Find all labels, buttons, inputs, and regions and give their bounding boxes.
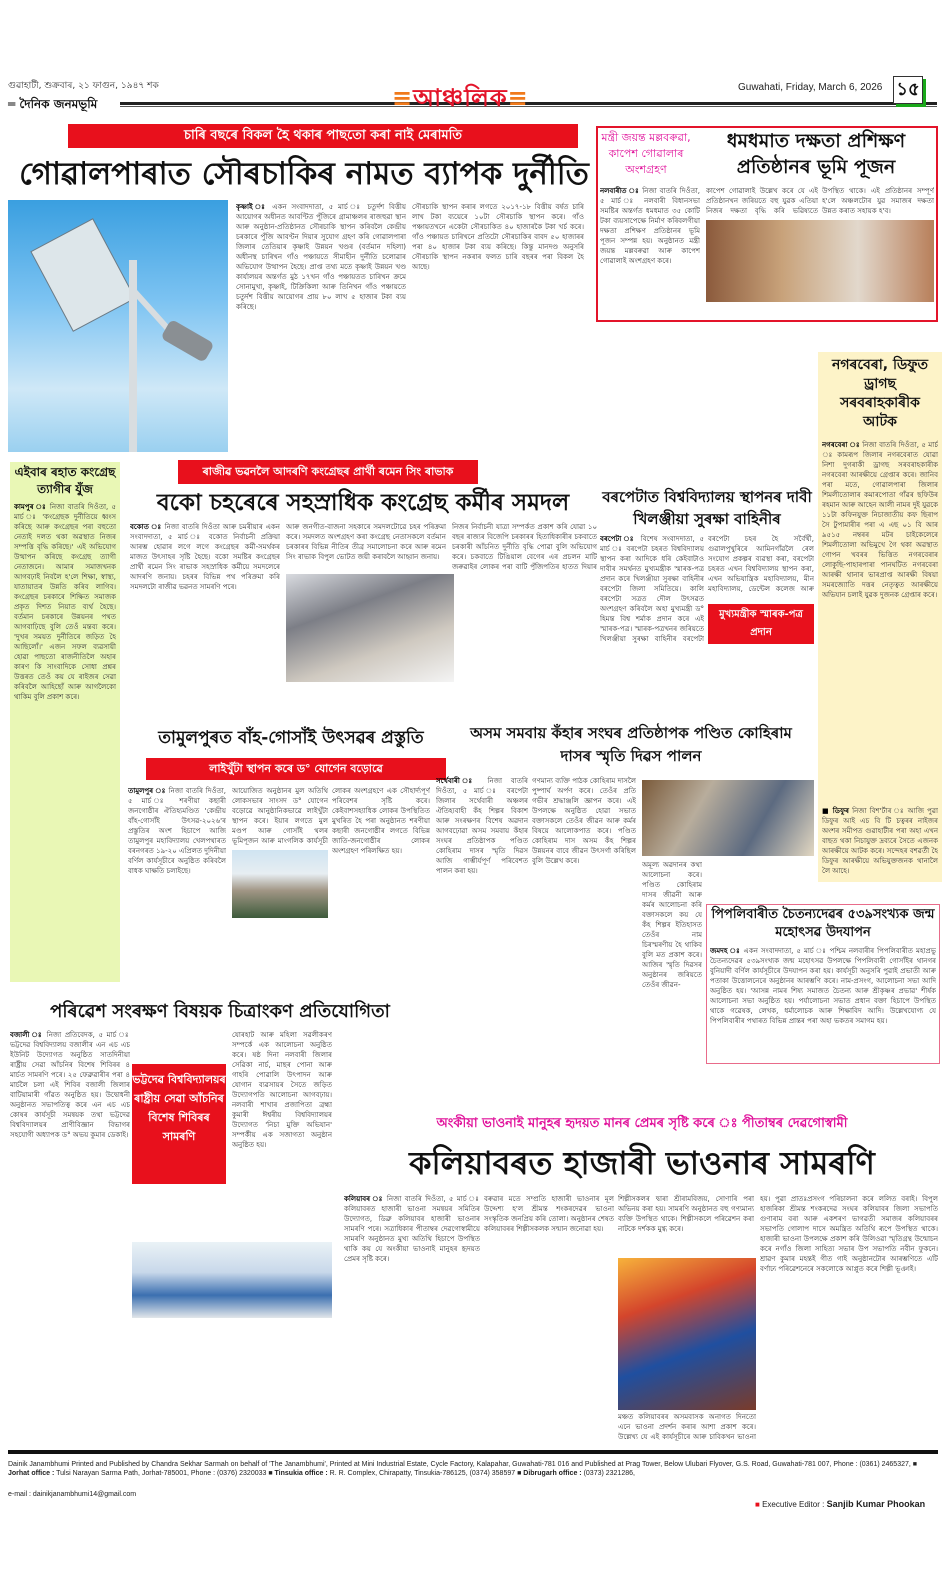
boko-column-1: বকোত ঃ নিজা বাতৰি দিওঁতা আৰু চমৰীয়াৰ একন সংবাদদাতা, ৫ মাৰ্চ ঃ বকোত নির্বাচনী প্ৰক্ৰিয়া আৰম্ভ হোৱাৰ লগে লগে কংগ্ৰেছৰ কৰ্মী-সমৰ্থকৰ মাজত উৎসাহৰ সৃষ্টি হৈছে। বকো সমষ্টিৰ কংগ্ৰেছৰ প্ৰাৰ্থী ৰমেন সিং ৰাভাক সহস্ৰাধিক কৰ্মীয়ে সমদলেৰে আদৰণি জনায়। চহৰৰ বিভিন্ন পথ পৰিক্ৰমা কৰি সমদলটো ৰাজীৱ ভৱনত সামৰণি পৰে। xyxy=(130,523,280,591)
barpeta-inset-label: মুখ্যমন্ত্ৰীক স্মাৰক-পত্ৰ প্ৰদান xyxy=(708,604,814,644)
bhaona-column-3: শিল্পীসকলৰ দ্বাৰা শ্ৰীৰামবিজয়, সোণাৰি পৰা অভিনয় কৰা হয়। সামৰণি অনুষ্ঠানত বহু গণ্যমান্য ব্যক্তি উপস্থিত থাকে। শিল্পীসকলে পৰিৱেশন কৰা নাটকে দৰ্শকক মুগ্ধ কৰে। xyxy=(618,1195,754,1233)
lead-column-2: সৌৰচাকি স্থাপন কৰাৰ লগতে ২০১৭-১৮ বিত্তীয় বৰ্ষত চাৰি লাখ টকা ব্যয়েৰে ১০টা সৌৰচাকি স্থাপন কৰে। গাঁও পঞ্চায়তখনে একেটা সৌৰচাকিত ৪০ হাজাৰকৈ টকা খৰ্চ কৰে। গাঁও পঞ্চায়ত চাৰিখনে প্ৰতিটো সৌৰচাকিৰ বাবদ ৫০ হাজাৰৰ পৰা ৪০ হাজাৰ টকা ব্যয় কৰিছে। কিন্তু মানদণ্ড অনুসৰি সৌৰচাকি স্থাপন নকৰাৰ ফলত চাৰি বছৰৰ পৰা বিকল হৈ আছে। xyxy=(412,203,584,271)
bhaona-photo-caption: মঞ্চত কলিয়াবৰৰ অসমবাসক অনাগত দিনতো এনে ভাওনা প্ৰদৰ্শন কৰাৰ আশা প্ৰকাশ কৰে। উল্লেখ্য যে এই কাৰ্যসূচীৰে আৰু চাবিকখন ভাওনা xyxy=(618,1413,756,1441)
skill-body-3: উপস্থিত থাকে। এই প্ৰতিষ্ঠানৰ সম্পূৰ্ণ হ'লে অঞ্চলটোৰ যুৱ সমাজৰ দক্ষতা উন্নত কৰাত সহায়ক হ'ব। xyxy=(822,187,934,215)
kohiram-column-2: গণমান্য ব্যক্তি পাঠক কোহিৰাম দাসলৈ পুষ্পাৰ্ঘ অৰ্পণ কৰে। তেওঁৰ প্ৰতি গভীৰ শ্ৰদ্ধাঞ্জলি জ্ঞাপন কৰে। এই উপলক্ষে অনুষ্ঠিত হোৱা সভাত বক্তাসকলে তেওঁৰ জীৱন আৰু কৰ্মৰ বিষয়ে আলোকপাত কৰে। পণ্ডিত কোহিৰাম দাস অসম কঁহ শিল্পৰ উন্নয়নৰ বাবে জীৱন উৎসৰ্গা কৰিছিল বুলি উল্লেখ কৰে। xyxy=(532,777,636,865)
tamulpur-headline: তামুলপুৰত বাঁহ-গোসাঁই উৎসৱৰ প্ৰস্তুতি xyxy=(158,728,424,748)
diphu-body: ■ ডিফুৰ নিজা বিশ'ৰ্টাৰ ঃ আজি পুৱা ডিফুৰ আই এচ বি টি চত্বৰৰ নাইজৰ অংশৰ সমীপত গুৱাহাটীৰ পৰা অহা এখন বাছত থকা নিচাযুক্ত দ্ৰব্যৰে সৈতে এজনক আৰক্ষীয়ে আটক কৰে। সন্দেহৰ বশৱৰ্তী হৈ ডিফুৰ আৰক্ষীয়ে অভিযুক্তজনক থানালৈ লৈ আহে। xyxy=(822,807,938,875)
skill-kicker: মন্ত্ৰী জয়ন্ত মল্লবৰুৱা, কাপেশ গোৱালাৰ অংশগ্ৰহণ xyxy=(601,131,691,176)
pipaliabari-body: জমদহ ঃ একন সংবাদদাতা, ৫ মাৰ্চ ঃ পশ্চিম নলবাৰীৰ পিপলিবাৰীত মহাপ্ৰভু চৈতন্যদেৱৰ ৫৩৯সংখ্যক জন্ম মহোৎসৱ উপলক্ষে পিপলিবাৰী গোসাঁইৰ থানগৰ বুনিয়াদী বৰ্ণিল কাৰ্যসূচীৰে উদযাপন কৰা হয়। কাৰ্যসূচী অনুসৰি পুৱাই প্ৰভাতী আৰু পতাকা উত্তোলনেৰে অনুষ্ঠানৰ আৰম্ভণি কৰে। নাম-প্ৰসংগ, আলোচনা সভা আদি অনুষ্ঠিত হয়। 'আসন্ন নামৰ শিষ্য সমাজত চৈতন্য আৰু শ্ৰীকৃষ্ণৰ প্ৰভাৱ' শীৰ্ষক আলোচনা সভা অনুষ্ঠিত হয়। পৰ্যালোচনা সভাত প্ৰধান বক্তা হিচাপে উপস্থিত থাকে গৱেষক, লেখক, ধৰ্মালোচক আৰু শিক্ষাবিদ আদি। উল্লেখযোগ্য যে পিপলিবাৰীৰ পথাৰত বিভিন্ন প্ৰান্তৰ পৰা অহা ভকতৰ সমাগম হয়। xyxy=(710,947,936,1025)
masthead-date-english: Guwahati, Friday, March 6, 2026 xyxy=(738,82,883,93)
boko-headline: বকো চহৰেৰে সহস্ৰাধিক কংগ্ৰেছ কৰ্মীৰ সমদল xyxy=(156,490,570,516)
bhaona-headline: কলিয়াবৰত হাজাৰী ভাওনাৰ সামৰণি xyxy=(409,1144,875,1182)
section-logo: ≡আঞ্চলিক≡ xyxy=(392,84,529,112)
lead-column-1: কৃষ্ণাই ঃ একন সংবাদদাতা, ৫ মাৰ্চ ঃ চতুৰ্দশ বিত্তীয় আয়োগৰ অধীনত আবণ্টিত পুঁজিৰে গ্ৰামাঞ্চলৰ ৰাজহুৱা স্থান আৰু অনুষ্ঠান-প্ৰতিষ্ঠানত সৌৰচাকি স্থাপন কৰিবলৈ কেন্দ্ৰীয় চৰকাৰে পুঁজি আবণ্টন দিয়াৰ সুযোগ গ্ৰহণ কৰি গোৱালপাৰা জিলাৰ তেতিয়াৰ কৃষ্ণাই উন্নয়ন খণ্ডৰ (বৰ্তমান দহিলা) অধীনস্থ চাৰিখন গাঁও পঞ্চায়তে সীমাহীন দুৰ্নীতি চলোৱাৰ অভিযোগ উত্থাপন হৈছে। প্ৰাপ্ত তথ্য মতে কৃষ্ণাই উন্নয়ন খণ্ড কাৰ্যালয়ৰ অন্তৰ্গত মুঠ ১৭খন গাঁও পঞ্চায়তত চাৰিখন ক্ৰমে সোনামুখা, কৃষ্ণাই, টিক্ৰিকিলা আৰু তিনিখন গাঁও পঞ্চায়তে চতুৰ্দশ বিত্তীয় আয়োগৰ প্ৰায় ৮০ লাখ ৫ হাজাৰ টকা ব্যয় কৰিছে। xyxy=(236,203,406,311)
bhaona-column-4: হয়। পুৱা প্ৰাতঃপ্ৰসংগ পৰিচালনা কৰে ললিত বৰাই। বিপুল হাজৰিকা শ্ৰীমন্ত শংকৰদেৱ সংঘৰ কলিয়াবৰ জিলা সভাপতি গুণাৰাম বৰা আৰু একশৰণ ভাগৱতী সমাজৰ কলিয়াবৰৰ সভাপতি গোলাপ দাসে অমন্ত্ৰিত অতিথি ৰূপে উপস্থিত থাকে। হাজাৰী ভাওনা উপলক্ষে প্ৰকাশ কৰি উলিওৱা স্মৃতিগ্ৰন্থ উন্মোচন কৰে নগাঁও জিলা সাহিত্য সভাৰ উপ সভাপতি নবীন ফুকনে। শ্ৰাৱণ কুমাৰ মহন্তই গীত গাই অনুষ্ঠানটোৰ আৰম্ভণিতে এটি বৰ্ণাঢ্য পৰিৱেশনেৰে সকলোকে আপ্লুত কৰে শিল্পী ভূঞাই। xyxy=(760,1195,938,1273)
footer-imprint: Dainik Janambhumi Printed and Published by Chandra Sekhar Sarmah on behalf of 'The Janambhumi', Printed at Mini Industrial Estate, Cycle Factory, Kalapahar, Guwahati-781 016 and Published at Prag Tower, Below Ulubari Flyover, G.S. Road, Guwahati-781 007, Phone : (0361) 2465327, ■ Jorhat office : Tulsi Narayan Sarma Path, Jorhat-785001, Phone : (0376) 2320033 ■ Tinsukia office : R. R. Complex, Chirapatty, Tinsukia-786125, (0374) 358597 ■ Dibrugarh office : (0373) 2321286, xyxy=(8,1461,918,1477)
bhoomi-pujan-photo xyxy=(706,220,934,302)
drug-body: নগৰবেৰা ঃ নিজা বাতৰি দিওঁতা, ৫ মাৰ্চ ঃ কামৰূপ জিলাৰ নগৰবেৰাত যোৱা নিশা দুগৰাকী ড্ৰাগছ সৰবৰাহকাৰীক নগৰবেৰা আৰক্ষীয়ে গ্ৰেপ্তাৰ কৰে। জানিব পৰা মতে, গোৱালপাৰা জিলাৰ শিমলীতোলাৰ কমাৰপোতা গাঁৱৰ ছফিউৰ ৰহমান আৰু আহেন আলী নামৰ দুই যুৱকে ১১টা কফিনযুক্ত নিচাজাতীয় কফ ছিৰাপ সৈ টুপামাৰীৰ পৰা এ এছ ০১ বি আৰ ৯৫১৫ নম্বৰৰ মটৰ চাইকেলেৰে শিমলীতোলা অভিমুখে গৈ থকা অৱস্থাত গোপন খবৰৰ ভিত্তিত নগৰবেৰাৰ লোকুছি-পাহাৰপাৰা পানঘটিত নগৰবেৰা আৰক্ষী থানাৰ ভাৰপ্ৰাপ্ত আৰক্ষী বিষয়া সমৰজ্যোতি দত্তৰ নেতৃত্বত আৰক্ষীয়ে অভিযান চলাই যুৱক দুজনক গ্ৰেপ্তাৰ কৰে। xyxy=(822,441,938,599)
page-number: ১৫ xyxy=(893,76,923,104)
section-title: আঞ্চলিক xyxy=(413,84,508,112)
drug-headline: নগৰবেৰা, ডিফুত ড্ৰাগছ সৰবৰাহকাৰীক আটক xyxy=(831,357,928,430)
boko-kicker: ৰাজীৱ ভৱনলৈ আদৰণি কংগ্ৰেছৰ প্ৰাৰ্থী ৰমেন সিং ৰাভাক xyxy=(178,460,478,484)
boko-rally-photo xyxy=(286,574,454,682)
painting-inset-label: ভট্টদেৱ বিশ্ববিদ্যালয়ৰ ৰাষ্ট্ৰীয় সেৱা আঁচনিৰ বিশেষ শিবিৰৰ সামৰণি xyxy=(132,1064,226,1184)
tamulpur-photo xyxy=(232,850,328,918)
rahat-headline: এইবাৰ ৰহাত কংগ্ৰেছ ত্যাগীৰ যুঁজ xyxy=(14,465,116,496)
pipaliabari-headline: পিপলিবাৰীত চৈতন্যদেৱৰ ৫৩৯সংখ্যক জন্ম মহোৎসৱ উদযাপন xyxy=(711,907,935,940)
tamulpur-column-3: লোকৰ অংশগ্ৰহণে এক সৌহাৰ্দ্যপূৰ্ণ পৰিবেশৰ সৃষ্টি কৰে। কেইবাশসহ্যাধিক লোকৰ উপস্থিতিত মুখৰিত হৈ পৰা অনুষ্ঠানত শৰণীয়া কছাৰী জনগোষ্ঠীৰ লগতে বিভিন্ন জাতি-জনগোষ্ঠীৰ লোকৰ অংশগ্ৰহণ পৰিলক্ষিত হয়। xyxy=(332,787,430,855)
bhaona-kicker: অংকীয়া ভাওনাই মানুহৰ হৃদয়ত মানৰ প্ৰেমৰ সৃষ্টি কৰে ঃ পীতাম্বৰ দেৱগোস্বামী xyxy=(436,1116,848,1131)
barpeta-body-2: বৰপেটা চহৰ হৈ সৰ্বৈৰ্থী, গুৱালপুখুৰিৰে আমিনগাঁৱলৈ ৰেল সংযোগ প্ৰকল্পৰ ব্যৱস্থা কৰা, বৰপেটা চহৰত এখন বিশ্ববিদ্যালয় স্থাপন কৰা, এখন অভিযান্ত্ৰিক মহাবিদ্যালয়, মীন মহাবিদ্যালয়, ডেন্টেল কলেজ আৰু xyxy=(708,535,814,593)
tamulpur-kicker: লাইখুঁটা স্থাপন কৰে ড° যোগেন বড়োৱে xyxy=(146,758,446,780)
bhaona-photo xyxy=(618,1258,756,1410)
lead-kicker: চাৰি বছৰে বিকল হৈ থকাৰ পাছতো কৰা নাই মেৰামতি xyxy=(68,124,578,148)
footer-editor: ■ Executive Editor : Sanjib Kumar Phookan xyxy=(755,1499,926,1509)
bhaona-column-2: বৰুৱাৰ মতে সম্প্ৰতি হাজাৰী ভাওনাৰ মূল উদ্দেশ্য হ'ল শ্ৰীমন্ত শংকৰদেৱৰ ভাওনা সংস্কৃতিক জনপ্ৰিয় কৰি তোলা। অনুষ্ঠানৰ শেষত কলিয়াবৰৰ শিল্পীসকলক সন্মান জনোৱা হয়। xyxy=(484,1195,614,1233)
painting-body-2: যোৰহাট আৰু মহিলা সৱলীকৰণ সম্পৰ্কে এক আলোচনা অনুষ্ঠিত কৰে। ষষ্ঠ দিনা নলবাৰী জিলাৰ সেৱিকা নাৰ্চ, মাছৰ পোনা আৰু গাহৰি পোৱালি উৎপাদন আৰু যোগান ব্যৱসায়ৰ সৈতে জড়িত উদ্যোগপতি আলোচনা আগবঢ়ায়। নলবাৰী শাখাৰ প্ৰজাপিতা ব্ৰহ্মা কুমাৰী ঈশ্বৰীয় বিশ্ববিদ্যালয়ৰ উদ্যোগত 'নিচা মুক্তি অভিযান' সম্পৰ্কীয় এক সজাগতা অনুষ্ঠান অনুষ্ঠিত হয়। xyxy=(232,1031,332,1149)
tamulpur-column-1: তামুলপুৰ ঃ নিজা বাতৰি দিওঁতা, ৫ মাৰ্চ ঃ শৰণীয়া কছাৰী জনগোষ্ঠীৰ ঐতিহ্যমণ্ডিত 'কেন্দ্ৰীয় বাঁহ-গোসাঁই উৎসৱ-২০২৬'ৰ প্ৰস্তুতিৰ অংশ হিচাপে আজি তামুলপুৰ মহাবিদ্যালয় খেলপথাৰত বৰনগৰত ১৯-২০ এপ্ৰিলত দুদিনীয়া বৰ্ণিল কাৰ্যসূচীৰে অনুষ্ঠিত কৰিবলৈ বাধক ঘাক্ষতি চলাইছে। xyxy=(128,787,226,875)
rahat-body: কামপুৰ ঃ নিজা বাতৰি দিওঁতা, ৫ মাৰ্চ ঃ 'কংগ্ৰেছক দুৰ্নীতিয়ে ধ্বংস কৰিছে আৰু কংগ্ৰেছৰ পৰা বহুতো নেতাই দলত থকা অৱস্থাত নিজৰ সম্পত্তি বৃদ্ধি কৰিছে।' এই অভিযোগ উত্থাপন কৰিছে কংগ্ৰেছ ত্যাগী নেতাজনে। আমাৰ সমাজখনক আগবঢ়াই নিবলৈ হ'লে শিক্ষা, স্বাস্থ্য, যাতায়াতৰ উন্নতি কৰিব লাগিব। কংগ্ৰেছৰ চৰকাৰে শিক্ষিত সমাজক প্ৰকৃত দিশত নিয়াত ব্যৰ্থ হৈছে। বৰ্তমান চৰকাৰে উন্নয়নৰ পথত আগবাঢ়িছে বুলি তেওঁ মন্তব্য কৰে। 'দুখৰ সময়ত দুৰ্নীতিৰে জড়িত হৈ আছিলোঁ।' এজন সফল ব্যৱসায়ী হোৱা পাছতো ৰাজনীতিলৈ অহাৰ কাৰণ কি সাংবাদিকে সোধা প্ৰশ্নৰ উত্তৰত তেওঁ কয় যে ৰাইজৰ সেৱা কৰিবলৈ আহিছোঁ আৰু আগলৈকো থাকিম বুলি প্ৰকাশ কৰে। xyxy=(14,503,116,701)
masthead-date-assamese: গুৱাহাটী, শুক্ৰবাৰ, ২১ ফাগুন, ১৯৪৭ শক xyxy=(8,81,159,91)
kohiram-column-3: অমূল্য অৱদানৰ কথা আলোচনা কৰে। পণ্ডিত কোহিৰাম দাসৰ জীৱনী আৰু কৰ্মৰ আলোচনা কৰি বক্তাসকলে কয় যে কঁহ শিল্পৰ ইতিহাসত তেওঁৰ নাম চিৰস্মৰণীয় হৈ থাকিব বুলি মত প্ৰকাশ কৰে। আজিৰ স্মৃতি দিৱসৰ অনুষ্ঠানৰ জৰিয়তে তেওঁৰ জীৱন- xyxy=(642,861,702,989)
lead-headline: গোৱালপাৰাত সৌৰচাকিৰ নামত ব্যাপক দুৰ্নীতি xyxy=(19,156,589,192)
kohiram-photo xyxy=(642,780,814,856)
footer-rule xyxy=(8,1450,938,1454)
barpeta-headline: বৰপেটাত বিশ্ববিদ্যালয় স্থাপনৰ দাবী খিলঞ্জীয়া সুৰক্ষা বাহিনীৰ xyxy=(602,488,812,528)
footer-email: e-mail : dainikjanambhumi14@gmail.com xyxy=(8,1491,137,1498)
tamulpur-column-2: আয়োজিত অনুষ্ঠানৰ মুল অতিথি লোকসভাৰ সাংসদ ড° যোগেন বড়োৱে আনুষ্ঠানিকভাৱে লাইখুঁটা স্থাপন কৰে। ইয়াৰ লগতে মুল মণ্ডপ আৰু গোসাঁই থলৰ ভূমিপূজন আৰু মাংগলিক কাৰ্যসূচী xyxy=(232,787,328,845)
barpeta-body: বৰপেটা ঃ বিশেষ সংবাদদাতা, ৫ মাৰ্চ ঃ বৰপেটা চহৰত বিশ্ববিদ্যালয় স্থাপন কৰা আদিকে ধৰি কেইবাটাও দাবীৰ সমৰ্থনত মুখ্যমন্ত্ৰীক স্মাৰক-পত্ৰ প্ৰদান কৰে খিলঞ্জীয়া সুৰক্ষা বাহিনীৰ বৰপেটা জিলা সমিতিয়ে। কালি বৰপেটা সত্ৰত দৌল উৎসৱত অংশগ্ৰহণ কৰিবলৈ অহা মুখ্যমন্ত্ৰী ড° হিমন্ত বিশ্ব শৰ্মাক প্ৰদান কৰে এই স্মাৰক-পত্ৰ। স্মাৰক-পত্ৰখনৰ জৰিয়তে খিলঞ্জীয়া সুৰক্ষা বাহিনীৰ বৰপেটা xyxy=(600,535,704,643)
nss-camp-photo xyxy=(132,1242,332,1318)
boko-column-3: নিজৰ নিৰ্বাচনী যাত্ৰা সম্পৰ্কত প্ৰকাশ কৰি যোৱা ১০ বছৰ ৰাজ্যৰ বিজেপি চৰকাৰৰ হিতাধিকাৰীৰ চকবাতে চৰকাৰী আঁচনিত দুৰ্নীতি বৃদ্ধি পোৱা বুলি অভিযোগ কৰে। চকবাতে টিঙিয়াল বেগেৰ এৰ প্ৰচলন মাটি জৰুৱাইৰ লোকৰ পৰা বাটি পুঁজিপতিৰ হাতত দিয়াৰ xyxy=(452,523,597,570)
paper-name: ═ দৈনিক জনমভূমি xyxy=(8,97,98,111)
skill-body-2: কাপেশ গোৱালাই উল্লেখ কৰে যে এই প্ৰতিষ্ঠানখন জৰিয়তে বহু যুৱক এতিয়া নিজৰ দক্ষতা বৃদ্ধি কৰি ভৱিষ্যতে xyxy=(706,187,818,215)
paper-name-text: দৈনিক জনমভূমি xyxy=(19,97,98,111)
skill-headline: ধমধমাত দক্ষতা প্ৰশিক্ষণ প্ৰতিষ্ঠানৰ ভূমি পূজন xyxy=(726,130,906,178)
bhaona-column-1: কলিয়াবৰ ঃ নিজা বাতৰি দিওঁতা, ৫ মাৰ্চ ঃ কলিয়াবৰত হাজাৰী ভাওনা সমন্বয়ৰ সমিতিৰ উদ্যোগত, ডিব্ৰু কলিয়াবৰ হাজাৰী ভাওনাৰ সামৰণি পৰে। সত্ৰাধিকাৰ পীতাম্বৰ দেৱগোস্বামীয়ে সামৰণি অনুষ্ঠানত মুখ্য অতিথি হিচাপে উপস্থিত থাকি কয় যে অংকীয়া ভাওনাই মানুহৰ হৃদয়ত প্ৰেমৰ সৃষ্টি কৰে। xyxy=(344,1195,480,1263)
kohiram-headline: অসম সমবায় কঁহাৰ সংঘৰ প্ৰতিষ্ঠাপক পণ্ডিত কোহিৰাম দাসৰ স্মৃতি দিৱস পালন xyxy=(470,724,792,765)
solar-streetlight-icon xyxy=(8,200,228,452)
kohiram-column-1: সৰ্থেবাৰী ঃ নিজা বাতৰি দিওঁতা, ৫ মাৰ্চ ঃ বৰপেটা জিলাৰ সৰ্থেবাৰী অঞ্চলৰ ঐতিহ্যবাহী কঁহ শিল্পৰ বিকাশ আৰু সংৰক্ষণৰ বিশেষ অৱদান আগবঢ়োৱা অসম সমবায় কঁহাৰ সংঘৰ প্ৰতিষ্ঠাপক পণ্ডিত কোহিৰাম দাসৰ স্মৃতি দিৱস আজি গাম্ভীৰ্যপূৰ্ণ পৰিবেশত পালন কৰা হয়। xyxy=(436,777,528,875)
solar-light-photo xyxy=(8,200,228,452)
skill-body: নলবাৰীত ঃ নিজা বাতৰি দিওঁতা, ৫ মাৰ্চ ঃ নলবাৰী বিধানসভা সমষ্টিৰ অন্তৰ্গত ধমধমাত ৩৫ কোটি টকা ব্যয়সাপেক্ষে নিৰ্মাণ কৰিবলগীয়া দক্ষতা প্ৰশিক্ষণ প্ৰতিষ্ঠানৰ ভূমি পূজন সম্পন্ন হয়। অনুষ্ঠানত মন্ত্ৰী জয়ন্ত মল্লবৰুৱা আৰু কাপেশ গোৱালাই অংশগ্ৰহণ কৰে। xyxy=(600,187,700,265)
painting-headline: পৰিৱেশ সংৰক্ষণ বিষয়ক চিত্ৰাংকণ প্ৰতিযোগিতা xyxy=(50,1001,390,1022)
painting-body: বজালী ঃ নিজা প্ৰতিবেদক, ৫ মাৰ্চ ঃ ভট্টদেৱ বিশ্ববিদ্যালয় বজালীৰ এন এচ এচ ইউনিট উদ্যোগত অনুষ্ঠিত সাতদিনীয়া ৰাষ্ট্ৰীয় সেৱা আঁচনিৰ বিশেষ শিবিৰৰ ৪ মাৰ্চত সামৰণি পৰে। ২৫ ফেব্ৰুৱাৰীৰ পৰা ৪ মাৰ্চলৈ চলা এই শিবিৰ বজালী জিলাৰ বাটিয়ামাৰী গাঁৱত অনুষ্ঠিত হয়। উদ্বোধনী অনুষ্ঠানত সভাপতিত্ব কৰে এন এচ এচ কোষৰ কাৰ্যসূচী সমন্বয়ক তথা ভট্টদেৱ বিশ্ববিদ্যালয়ৰ প্ৰাণীবিজ্ঞান বিভাগৰ সহযোগী অধ্যাপক ড° অভয় কুমাৰ ডেকাই। xyxy=(10,1031,130,1139)
boko-column-2: আৰু জনগীত-বাজনা সহকাৰে সমদলটোৱে চহৰ পৰিক্ৰমা কৰে। সমদলত অংশগ্ৰহণ কৰা কংগ্ৰেছ নেতাসকলে বৰ্তমান চৰকাৰৰ বিভিন্ন নীতিৰ তীব্ৰ সমালোচনা কৰে আৰু ৰমেন সিং ৰাভাক বিপুল ভোটত জয়ী কৰাবলৈ আহ্বান জনায়। xyxy=(286,523,446,561)
